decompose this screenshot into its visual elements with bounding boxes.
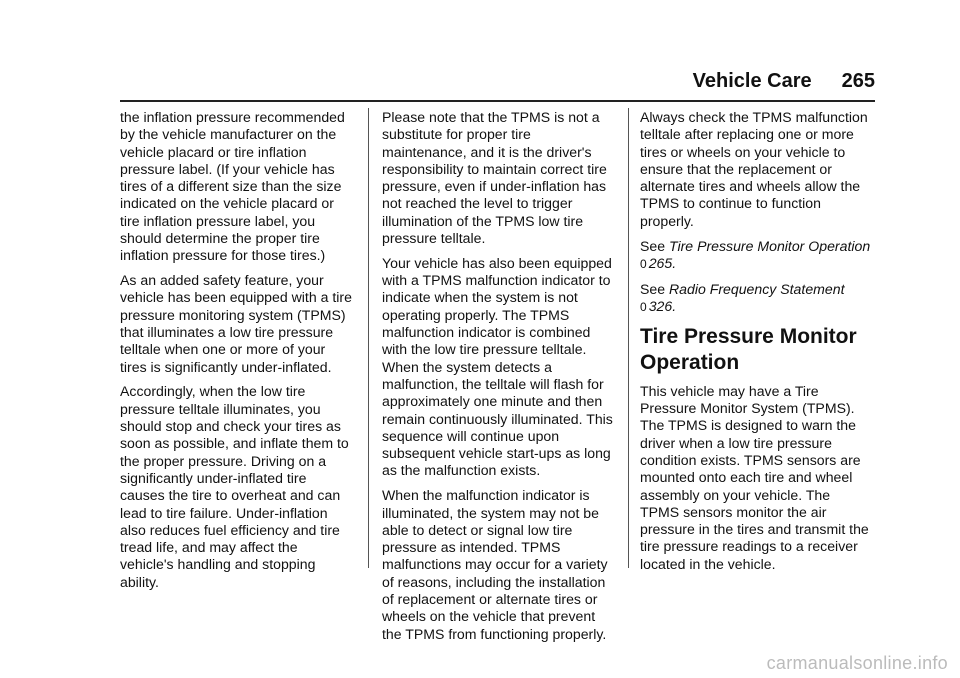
reference-page[interactable]: 326. [648, 297, 677, 314]
section-heading: Tire Pressure Monitor Operation [640, 324, 857, 375]
column-divider [368, 108, 369, 568]
page-number: 265 [841, 70, 875, 92]
paragraph: Accordingly, when the low tire pressure telltale illuminates, you should stop and check your tires as soon as possible, and inflate them to the proper pressure. Driving on a significantly under-inflated tire causes the tire to overheat and can lead to tire failure. Under-inflation also reduces fuel efficiency and tire tread life, and may affect the vehicle's handling and stopping ability. [120, 383, 349, 590]
paragraph: This vehicle may have a Tire Pressure Monitor System (TPMS). The TPMS is designed to warn the driver when a low tire pressure condition exists. TPMS sensors are mounted onto each tire and wheel assembly on your vehicle. The TPMS sensors monitor the air pressure in the tires and transmit the tire pressure readings to a receiver located in the vehicle. [640, 382, 869, 572]
paragraph: the inflation pressure recommended by the vehicle manufacturer on the vehicle placard or tire inflation pressure label. (If your vehicle has tires of a different size than the size indicated on the vehicle placard or tire inflation pressure label, you should determine the proper tire inflation pressure for those tires.) [120, 109, 345, 264]
see-label: See [640, 237, 666, 254]
section-title: Vehicle Care [692, 70, 812, 92]
paragraph: Your vehicle has also been equipped with a TPMS malfunction indicator to indicate when the system is not operating properly. The TPMS malfunction indicator is combined with the low tire pressure telltale. When the system detects a malfunction, the telltale will flash for approximately one minute and then remain continuously illuminated. This sequence will continue upon subsequent vehicle start-ups as long as the malfunction exists. [382, 254, 613, 479]
paragraph: Always check the TPMS malfunction telltale after replacing one or more tires or wheels on your vehicle to ensure that the replacement or alternate tires and wheels allow the TPMS to continue to function properly. [640, 109, 868, 229]
reference-page[interactable]: 265. [648, 254, 677, 271]
paragraph: Please note that the TPMS is not a substitute for proper tire maintenance, and it is the driver's responsibility to maintain correct tire pressure, even if under-inflation has not reached the level to trigger illumination of the TPMS low tire pressure telltale. [382, 109, 607, 247]
column-2 [382, 109, 614, 650]
header-text [693, 70, 875, 93]
paragraph: When the malfunction indicator is illuminated, the system may not be able to detect or signal low tire pressure as intended. TPMS malfunctions may occur for a variety of reasons, including the installation of replacement or alternate tires or wheels on the vehicle that prevent the TPMS from functioning properly. [382, 487, 608, 642]
paragraph: As an added safety feature, your vehicle has been equipped with a tire pressure monitoring system (TPMS) that illuminates a low tire pressure telltale when one or more of your tires is significantly under-inflated. [120, 272, 352, 375]
page-header [120, 70, 875, 100]
column-1 [120, 109, 352, 599]
see-label: See [640, 280, 666, 297]
header-rule [120, 100, 875, 102]
reference-link[interactable]: Tire Pressure Monitor Operation [669, 237, 871, 254]
column-3 [640, 109, 872, 581]
cross-reference [640, 281, 872, 317]
watermark: carmanualsonline.info [766, 653, 948, 673]
page-ref-arrow-icon: 0 [640, 299, 647, 314]
cross-reference [640, 238, 872, 274]
reference-link[interactable]: Radio Frequency Statement [669, 280, 845, 297]
column-divider [628, 108, 629, 568]
page-ref-arrow-icon: 0 [640, 256, 647, 271]
